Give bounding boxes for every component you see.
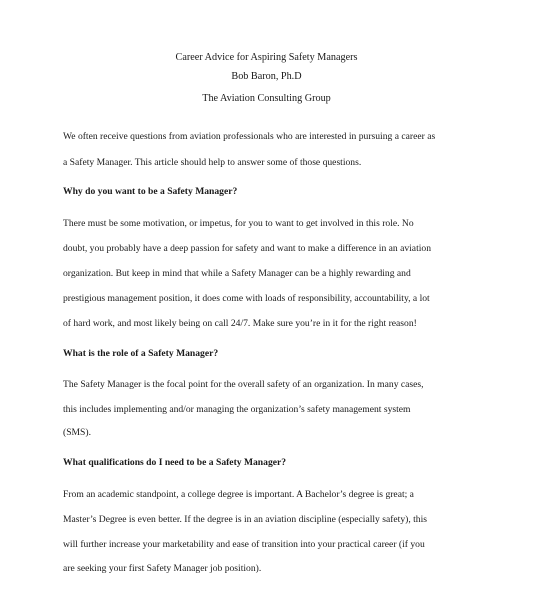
- paragraph-line: doubt, you probably have a deep passion for safety and want to make a difference in an aviation: [63, 243, 431, 254]
- intro-line: a Safety Manager. This article should help to answer some of those questions.: [63, 157, 362, 168]
- paragraph-line: Master’s Degree is even better. If the degree is in an aviation discipline (especially safety), this: [63, 514, 427, 525]
- paragraph-line: will further increase your marketability and ease of transition into your practical career (if you: [63, 539, 425, 550]
- paragraph-line: organization. But keep in mind that while a Safety Manager can be a highly rewarding and: [63, 268, 411, 279]
- paragraph-line: this includes implementing and/or managing the organization’s safety management system: [63, 404, 411, 415]
- paragraph-line: are seeking your first Safety Manager job position).: [63, 563, 262, 574]
- paragraph-line: (SMS).: [63, 427, 91, 438]
- section-heading: What is the role of a Safety Manager?: [63, 348, 219, 359]
- paragraph-line: From an academic standpoint, a college degree is important. A Bachelor’s degree is great; a: [63, 489, 414, 500]
- intro-line: We often receive questions from aviation professionals who are interested in pursuing a career as: [63, 131, 436, 142]
- paragraph-line: The Safety Manager is the focal point for the overall safety of an organization. In many cases,: [63, 379, 424, 390]
- section-heading: Why do you want to be a Safety Manager?: [63, 186, 238, 197]
- paragraph-line: of hard work, and most likely being on call 24/7. Make sure you’re in it for the right reason!: [63, 318, 417, 329]
- document-title: Career Advice for Aspiring Safety Managers: [175, 52, 358, 63]
- paragraph-line: There must be some motivation, or impetus, for you to want to get involved in this role. No: [63, 218, 414, 229]
- document-author: Bob Baron, Ph.D: [231, 71, 302, 82]
- paragraph-line: prestigious management position, it does come with loads of responsibility, accountability, a lot: [63, 293, 430, 304]
- document-organization: The Aviation Consulting Group: [202, 93, 331, 104]
- section-heading: What qualifications do I need to be a Safety Manager?: [63, 457, 287, 468]
